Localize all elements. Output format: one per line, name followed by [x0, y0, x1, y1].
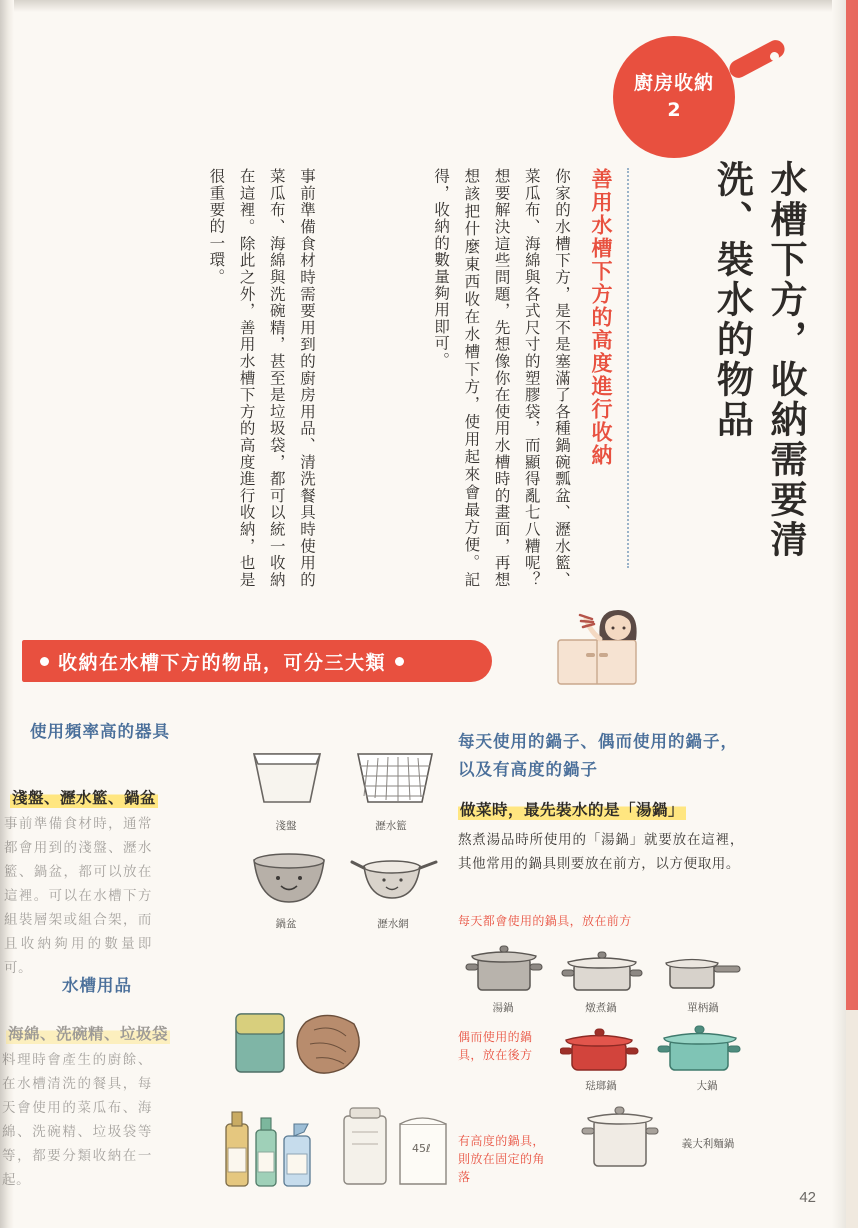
banner-dot-icon: [40, 657, 49, 666]
enamel-pot-illustration: [560, 1022, 640, 1078]
sponge-illustration: [228, 1000, 388, 1080]
left-section-2-title: 水槽用品: [62, 976, 132, 995]
body-paragraph-1: 你家的水槽下方，是不是塞滿了各種鍋碗瓢盆、瀝水籃、菜瓜布、海綿與各式尺寸的塑膠袋，而顯得亂七八糟呢？想要解決這些問題，先想像你在使用水槽時的畫面，再想想該把什麼東西收在水槽下方，使用起來會最方便。記得，收納的數量夠用即可。: [432, 168, 571, 588]
page-side-tab-bottom: [846, 1010, 858, 1228]
right-note-3: 有高度的鍋具，則放在固定的角落: [458, 1134, 545, 1184]
caption-simmer-pot: 燉煮鍋: [585, 1002, 617, 1014]
basket-illustration: [352, 744, 438, 810]
right-section-highlight: 做菜時，最先裝水的是「湯鍋」: [460, 800, 685, 819]
left-section-2-text: 料理時會產生的廚餘、在水槽清洗的餐具，每天會使用的菜瓜布、海綿、洗碗精、垃圾袋等等，都要分類收納在一起。: [2, 1052, 152, 1189]
colander-illustration: [348, 852, 442, 910]
caption-basket: 瀝水籃: [375, 820, 407, 832]
caption-tray: 淺盤: [275, 820, 297, 832]
page-number: 42: [799, 1189, 816, 1206]
caption-enamel-pot: 琺瑯鍋: [585, 1080, 617, 1092]
caption-bowl: 鍋盆: [275, 918, 297, 930]
chapter-badge: [613, 36, 735, 158]
caption-colander: 瀝水網: [377, 918, 409, 930]
page-top-edge: [0, 0, 858, 12]
caption-big-pot: 大鍋: [696, 1080, 718, 1092]
caption-soup-pot: 湯鍋: [492, 1002, 514, 1014]
bowl-illustration: [248, 848, 330, 910]
pasta-pot-illustration: [580, 1100, 660, 1172]
left-section-1-title: 使用頻率高的器具: [30, 722, 170, 741]
right-section-text: 熬煮湯品時所使用的「湯鍋」就要放在這裡，其他常用的鍋具則要放在前方，以方便取用。: [458, 832, 744, 873]
page-side-tab: [846, 0, 858, 1010]
banner-label: 收納在水槽下方的物品，可分三大類: [58, 651, 387, 674]
soup-pot-illustration: [464, 940, 544, 996]
simmer-pot-illustration: [560, 946, 644, 996]
chapter-badge-number: 2: [667, 98, 681, 121]
right-note-2: 偶而使用的鍋具，放在後方: [458, 1030, 533, 1062]
left-section-2-highlight: 海綿、洗碗精、垃圾袋: [8, 1024, 169, 1043]
caption-pasta-pot: 義大利麵鍋: [681, 1138, 735, 1150]
right-section-title: 每天使用的鍋子、偶而使用的鍋子，以及有高度的鍋子: [458, 732, 738, 780]
detergent-bottles-illustration: [220, 1096, 330, 1192]
right-note-1: 每天都會使用的鍋具，放在前方: [458, 914, 632, 928]
left-section-1-text: 事前準備食材時，通常都會用到的淺盤、瀝水籃、鍋盆，都可以放在這裡。可以在水槽下方組裝層架或組合架，而且收納夠用的數量即可。: [4, 816, 152, 977]
left-section-1-highlight: 淺盤、瀝水籃、鍋盆: [12, 788, 157, 807]
big-pot-illustration: [656, 1020, 744, 1078]
banner-dot-end-icon: [395, 657, 404, 666]
single-handle-pot-illustration: [660, 952, 744, 996]
page-title: 水槽下方，收納需要清洗、裝水的物品: [710, 160, 808, 560]
svg-text:45ℓ: 45ℓ: [412, 1142, 431, 1155]
body-paragraph-2: 事前準備食材時需要用到的廚房用品、清洗餐具時使用的菜瓜布、海綿與洗碗精，甚至是垃圾袋，都可以統一收納在這裡。除此之外，善用水槽下方的高度進行收納，也是很重要的一環。: [207, 168, 316, 588]
category-banner: [22, 640, 492, 682]
tray-illustration: [246, 744, 328, 810]
caption-single-handle: 單柄鍋: [687, 1002, 719, 1014]
person-illustration: [540, 595, 660, 690]
section-subtitle: 善用水槽下方的高度進行收納: [586, 168, 630, 568]
trash-bag-illustration: [338, 1098, 456, 1190]
chapter-badge-title: 廚房收納: [633, 72, 714, 95]
